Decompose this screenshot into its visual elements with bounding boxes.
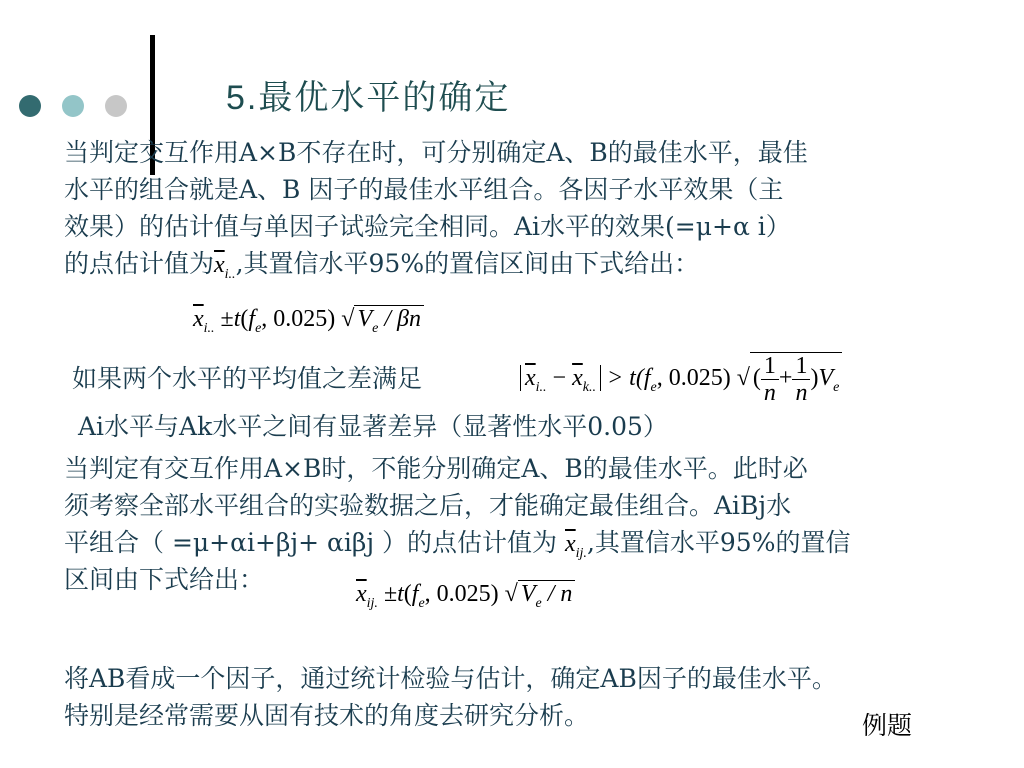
condition-text: 如果两个水平的平均值之差满足 <box>72 364 423 393</box>
title-number: 5. <box>226 79 259 117</box>
para1-line4b: ,其置信水平95%的置信区间由下式给出： <box>235 249 700 278</box>
para1-line2: 水平的组合就是A、B 因子的最佳水平组合。各因子水平效果（主 <box>64 175 784 204</box>
para3-line2: 特别是经常需要从固有技术的角度去研究分析。 <box>64 701 590 730</box>
para1-line4 <box>64 245 699 293</box>
para1-line3: 效果）的估计值与单因子试验完全相同。Ai水平的效果(=μ+α i） <box>64 212 791 241</box>
para1-line1: 当判定交互作用A×B不存在时，可分别确定A、B的最佳水平，最佳 <box>64 138 808 167</box>
para2-line4: 区间由下式给出： <box>64 565 265 594</box>
formula-confidence-interval-2: $\overline{x}_{ij.} \pm t(f_e$, 0.025) √ $V_e$ / n <box>356 580 575 612</box>
formula-difference-condition: $\overline{x}_{i..} - \overline{x}_{k..} > t(f_e$, 0.025) √ ( $\frac{1}{n}$ + $\frac{1}{n}$ )$V_e$ <box>520 352 842 406</box>
decor-dot-gray <box>105 95 127 117</box>
para2-line3a: 平组合（ =μ+αi+βj+ αiβj ）的点估计值为 <box>64 528 558 557</box>
xbar-ij-symbol: $\overline{x}_{ij.}$ <box>565 531 587 561</box>
title-text: 最优水平的确定 <box>258 78 511 118</box>
xbar-symbol: $\overline{x}_{i..}$ <box>214 252 236 282</box>
example-link[interactable]: 例题 <box>862 711 913 740</box>
decor-dot-dark <box>19 95 41 117</box>
slide-title <box>226 70 510 119</box>
para2-line1: 当判定有交互作用A×B时，不能分别确定A、B的最佳水平。此时必 <box>64 454 808 483</box>
para2-line3b: ,其置信水平95%的置信 <box>586 528 851 557</box>
para3-line1: 将AB看成一个因子，通过统计检验与估计，确定AB因子的最佳水平。 <box>64 664 837 693</box>
decor-dot-light <box>62 95 84 117</box>
condition-result: Ai水平与Ak水平之间有显著差异（显著性水平0.05） <box>78 412 668 441</box>
formula-confidence-interval-1: $\overline{x}_{i..} \pm t(f_e$, 0.025) √ $V_e$ / βn <box>193 305 424 337</box>
para2-line2: 须考察全部水平组合的实验数据之后，才能确定最佳组合。AiBj水 <box>64 491 792 520</box>
para1-line4a: 的点估计值为 <box>64 249 215 278</box>
